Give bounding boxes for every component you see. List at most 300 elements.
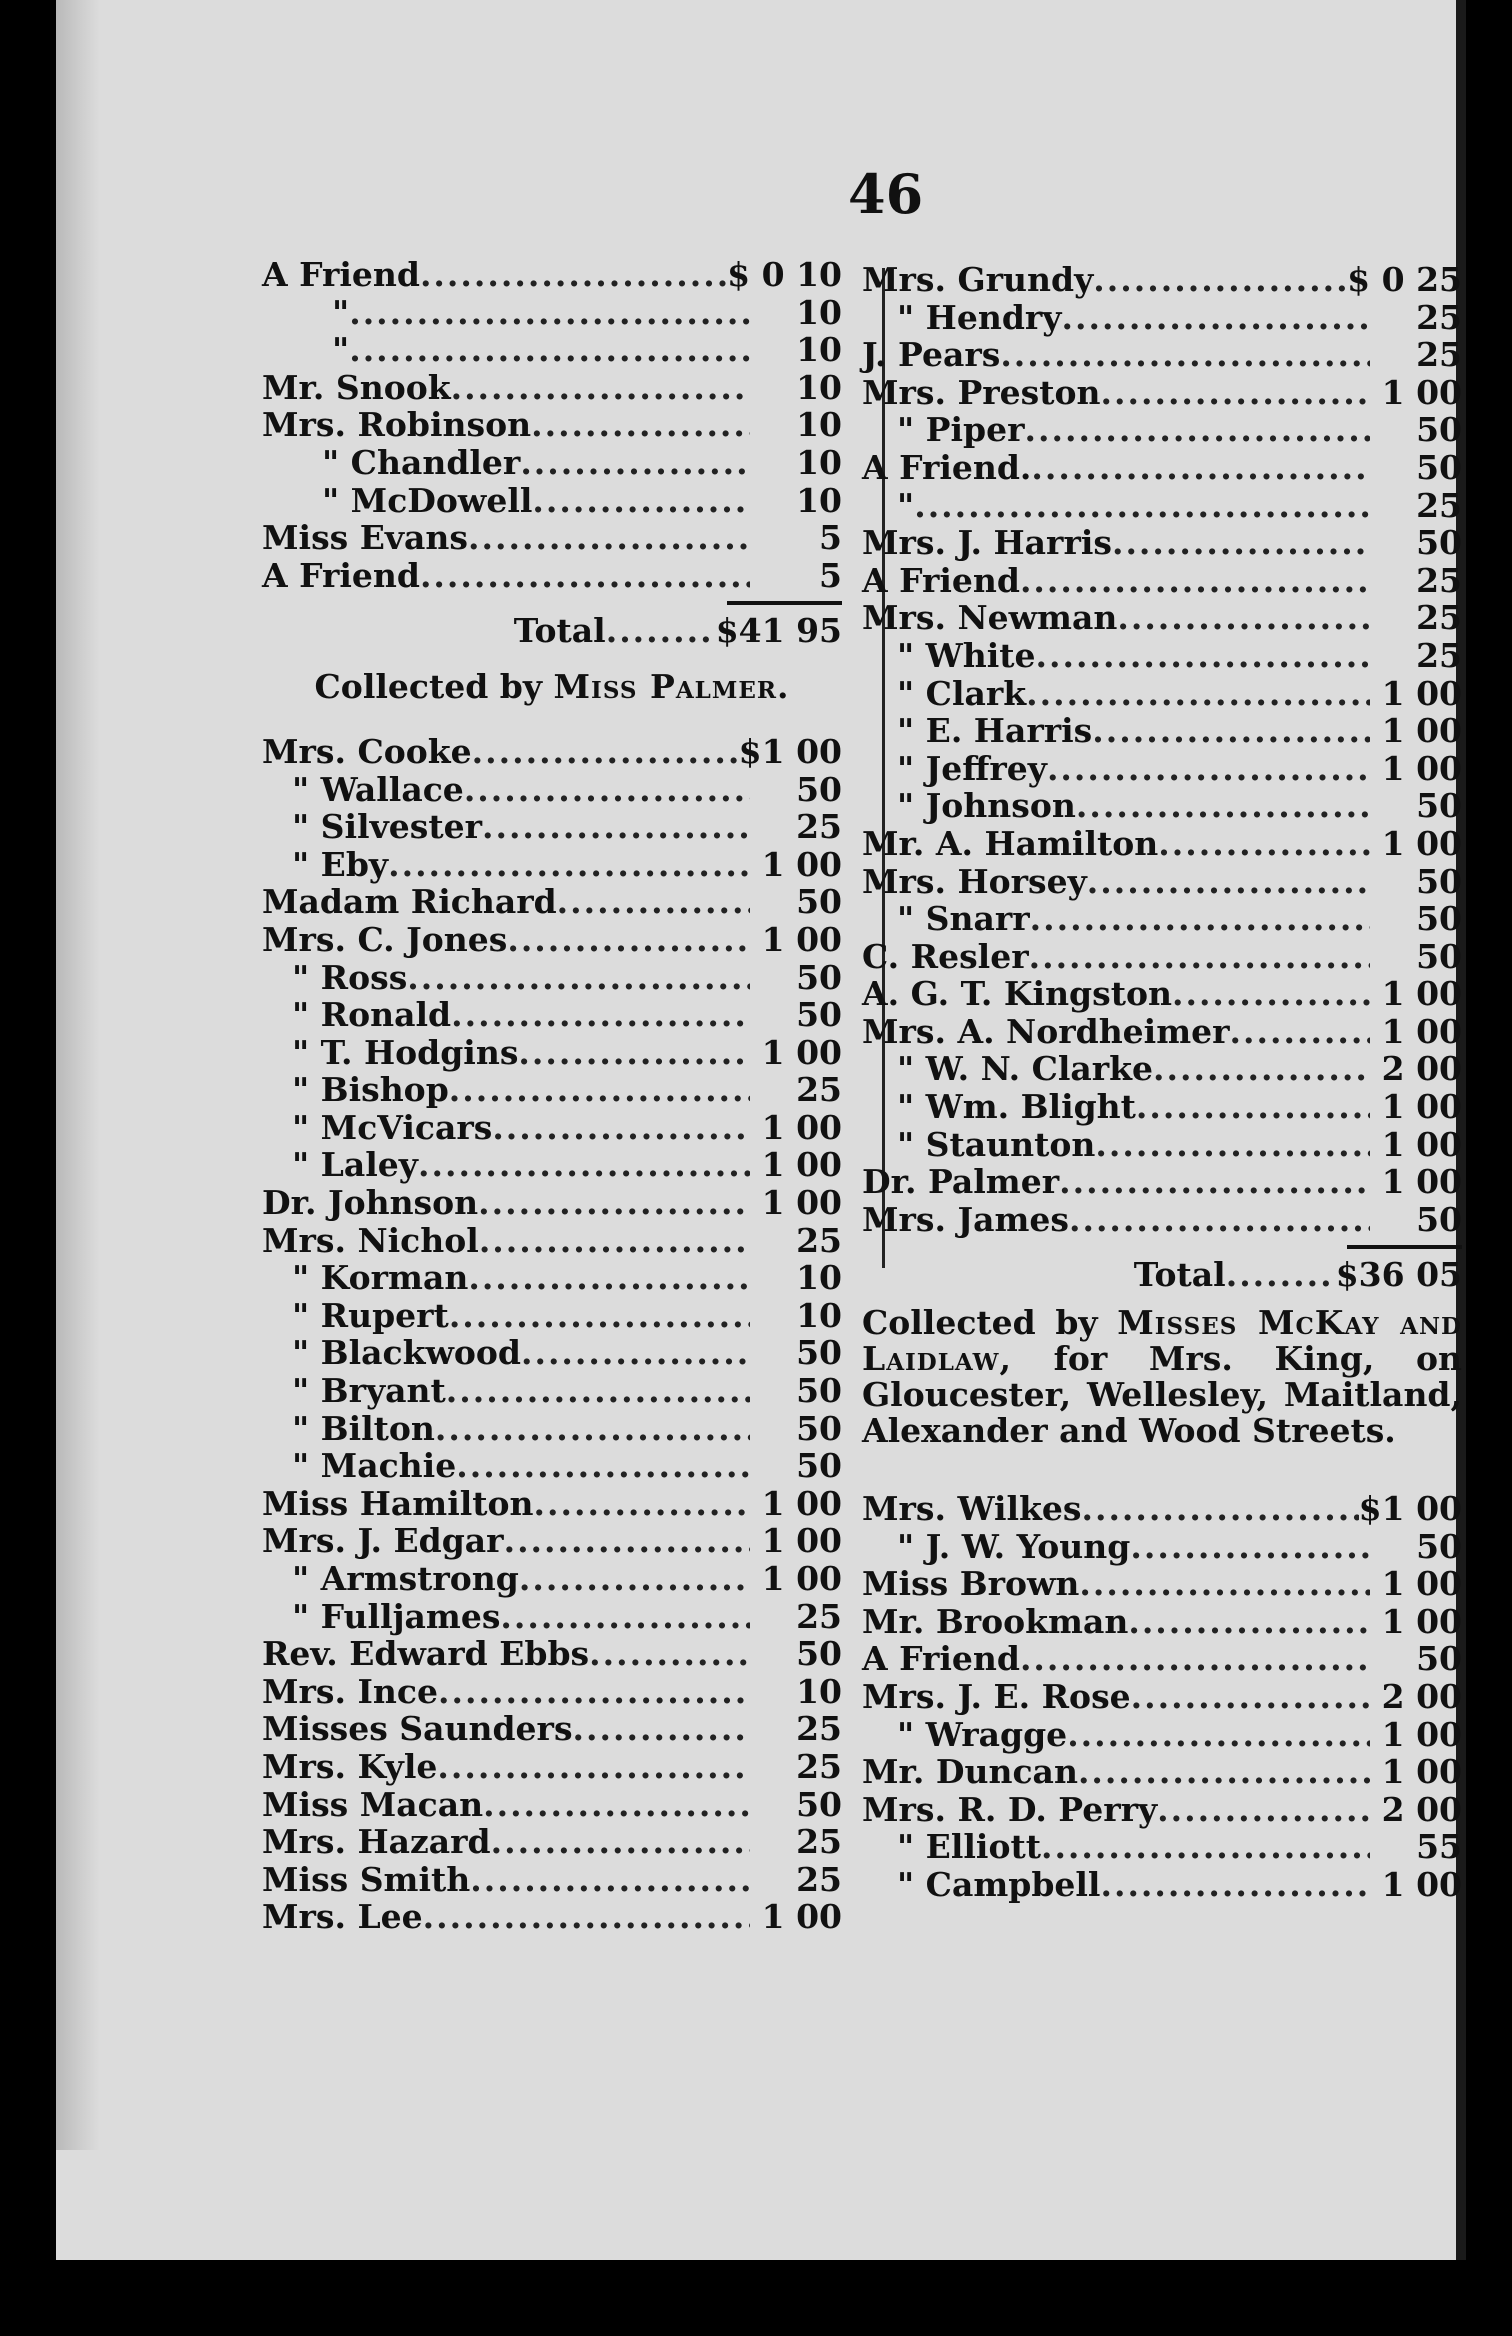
donor-name: Mrs. Wilkes (862, 1489, 1082, 1529)
donation-amount: 10 (796, 1295, 842, 1335)
donor-name: Mrs. James (862, 1199, 1069, 1239)
donation-amount: 25 (1416, 335, 1462, 375)
donation-amount: 1 00 (761, 1145, 842, 1185)
donation-amount: 50 (796, 882, 842, 922)
collector-names: Misses McKay and Laidlaw, (862, 1303, 1462, 1379)
dot-leader (531, 405, 750, 444)
donor-name: Rev. Edward Ebbs (262, 1634, 590, 1674)
donation-amount: 2 00 (1381, 1789, 1462, 1829)
donor-name: Miss Evans (262, 518, 468, 558)
dot-leader (1157, 1790, 1370, 1829)
donation-amount: 25 (1416, 560, 1462, 600)
donation-amount: 50 (1416, 1526, 1462, 1566)
total-label: Total (513, 611, 606, 651)
list-item (262, 1333, 842, 1371)
dot-leader (534, 1484, 750, 1523)
dot-leader (468, 1258, 750, 1297)
donor-name: Miss Brown (862, 1564, 1080, 1604)
list-item (862, 410, 1462, 448)
right-list-2 (862, 1489, 1462, 1903)
donor-name: " Wm. Blight (897, 1087, 1136, 1127)
list-item (862, 260, 1462, 298)
donor-name: " Staunton (897, 1124, 1096, 1164)
donor-name: Mrs. J. E. Rose (862, 1677, 1131, 1716)
list-item (262, 1484, 842, 1522)
list-item (262, 807, 842, 845)
left-list-1 (262, 255, 842, 593)
donation-amount: 10 (796, 480, 842, 520)
dot-leader (470, 1860, 750, 1899)
dot-leader (1128, 1602, 1370, 1641)
dot-leader (1041, 1827, 1370, 1866)
donation-amount: 1 00 (761, 1559, 842, 1598)
dot-leader (504, 1521, 750, 1560)
dot-leader (492, 1108, 750, 1147)
donation-amount: 50 (796, 1333, 842, 1373)
donor-name: " Bishop (292, 1070, 449, 1110)
donor-name: Mrs. Ince (262, 1671, 438, 1711)
dot-leader (491, 1822, 750, 1861)
list-item (262, 293, 842, 331)
donor-name: " Blackwood (292, 1333, 521, 1373)
list-item (262, 1860, 842, 1898)
dot-leader (437, 1747, 750, 1786)
section-paragraph: Collected by Misses McKay and Laidlaw, for Mrs. King, on Gloucester, Wellesley, Maitland, Alexander and Wood Streets. (862, 1303, 1462, 1451)
donation-amount: 25 (796, 1709, 842, 1749)
list-item (262, 255, 842, 293)
collector-name: Miss Palmer. (553, 666, 790, 706)
dot-leader (1069, 1200, 1370, 1239)
list-item (862, 674, 1462, 712)
section-heading: Collected by Miss Palmer. (314, 666, 790, 706)
donation-amount: 25 (1416, 635, 1462, 675)
dot-leader (1100, 1865, 1370, 1904)
dot-leader (482, 807, 750, 846)
donor-name: " J. W. Young (897, 1526, 1131, 1566)
dot-leader (423, 1897, 750, 1936)
dot-leader (519, 1559, 750, 1598)
list-item (862, 1639, 1462, 1677)
donation-amount: 50 (796, 1446, 842, 1486)
donation-amount: 50 (1416, 1639, 1462, 1679)
list-item (862, 1715, 1462, 1753)
dot-leader (468, 518, 750, 557)
donor-name: Mrs. Nichol (262, 1220, 479, 1260)
dot-leader (1000, 335, 1370, 374)
dot-leader (1047, 749, 1370, 788)
dot-leader (1025, 410, 1371, 449)
dot-leader (520, 443, 750, 482)
donor-name: " Hendry (897, 297, 1062, 337)
donor-name: " Laley (292, 1145, 418, 1185)
donor-name: Mrs. Horsey (862, 861, 1087, 901)
donation-amount: 1 00 (761, 1032, 842, 1072)
donor-name: " T. Hodgins (292, 1032, 519, 1072)
list-item (862, 636, 1462, 674)
list-item (262, 1822, 842, 1860)
donor-name: Miss Hamilton (262, 1483, 534, 1523)
dot-leader (1117, 598, 1370, 637)
donor-name: " Johnson (897, 786, 1076, 826)
list-item (262, 368, 842, 406)
donor-name: A Friend (262, 255, 420, 294)
list-item (262, 481, 842, 519)
list-item (862, 1087, 1462, 1125)
list-item (862, 1527, 1462, 1565)
dot-leader (1093, 260, 1347, 299)
dot-leader (1172, 974, 1370, 1013)
donation-amount: 10 (796, 405, 842, 445)
donor-name: " (332, 292, 350, 332)
list-item (862, 1564, 1462, 1602)
donation-amount: 10 (796, 442, 842, 482)
donor-name: " Campbell (897, 1864, 1101, 1904)
donor-name: Mr. Brookman (862, 1601, 1129, 1641)
donor-name: " Rupert (292, 1295, 449, 1335)
list-item (262, 1221, 842, 1259)
total-amount: $41 95 (715, 611, 842, 651)
donor-name: " Wallace (292, 769, 464, 809)
donor-name: Mrs. Lee (262, 1897, 423, 1937)
left-list-2 (262, 732, 842, 1935)
donor-name: " Ross (292, 957, 408, 997)
list-item (262, 1559, 842, 1597)
donor-name: " (332, 330, 350, 370)
donation-amount: 25 (1416, 598, 1462, 638)
donation-amount: 1 00 (1381, 1564, 1462, 1604)
donor-name: " Machie (292, 1446, 457, 1486)
donor-name: Mrs. R. D. Perry (862, 1789, 1158, 1829)
dot-leader (1131, 1677, 1370, 1716)
donor-name: " Jeffrey (897, 748, 1047, 788)
donation-amount: 50 (1416, 447, 1462, 487)
list-item (862, 486, 1462, 524)
donor-name: Madam Richard (262, 882, 557, 922)
dot-leader (451, 368, 750, 407)
list-item (262, 1446, 842, 1484)
list-item (862, 937, 1462, 975)
list-item (262, 1672, 842, 1710)
donor-name: " Wragge (897, 1714, 1068, 1754)
donor-name: Miss Macan (262, 1784, 484, 1824)
dot-leader (1095, 1125, 1370, 1164)
donor-name: " Eby (292, 844, 389, 884)
donation-amount: 10 (796, 292, 842, 332)
donor-name: Mr. Snook (262, 367, 451, 407)
donation-amount: 50 (1416, 936, 1462, 976)
list-item (862, 335, 1462, 373)
donation-amount: $ 0 10 (727, 255, 842, 294)
donor-name: " Bryant (292, 1371, 446, 1411)
donor-name: Dr. Johnson (262, 1183, 479, 1223)
dot-leader (446, 1371, 750, 1410)
dot-leader (1020, 561, 1370, 600)
donor-name: " McVicars (292, 1107, 493, 1147)
donation-amount: 1 00 (1381, 1124, 1462, 1164)
dot-leader (479, 1221, 750, 1260)
donation-amount: 55 (1416, 1827, 1462, 1867)
list-item (262, 443, 842, 481)
dot-leader (500, 1597, 750, 1636)
list-item (262, 1747, 842, 1785)
donor-name: Mrs. Preston (862, 372, 1101, 412)
list-item (862, 1200, 1462, 1238)
list-item (862, 598, 1462, 636)
list-item (862, 523, 1462, 561)
donor-name: " Elliott (897, 1827, 1041, 1867)
donor-name: " W. N. Clarke (897, 1049, 1154, 1089)
donor-name: Mr. A. Hamilton (862, 823, 1159, 863)
donation-amount: 1 00 (761, 844, 842, 884)
donation-amount: 5 (819, 518, 842, 558)
donor-name: " Piper (897, 410, 1025, 450)
donation-amount: 1 00 (761, 1897, 842, 1937)
donor-name: Miss Smith (262, 1859, 471, 1899)
donation-amount: $ 0 25 (1347, 260, 1462, 299)
donation-amount: 25 (796, 1070, 842, 1110)
donor-name: " Fulljames (292, 1596, 501, 1636)
donation-amount: 50 (1416, 1199, 1462, 1239)
donor-name: " Armstrong (292, 1559, 519, 1598)
dot-leader (420, 556, 750, 595)
list-item (262, 1634, 842, 1672)
donation-amount: 25 (1416, 485, 1462, 525)
list-item (262, 958, 842, 996)
dot-leader (449, 1296, 750, 1335)
donor-name: Misses Saunders (262, 1709, 573, 1749)
list-item (862, 862, 1462, 900)
donor-name: J. Pears (862, 335, 1001, 375)
dot-leader (420, 255, 727, 294)
list-item (862, 1827, 1462, 1865)
donor-name: " Clark (897, 673, 1027, 713)
donation-amount: 1 00 (1381, 748, 1462, 788)
donation-amount: 1 00 (1381, 1601, 1462, 1641)
donation-amount: 50 (796, 769, 842, 809)
list-item (262, 1597, 842, 1635)
donation-amount: 50 (1416, 523, 1462, 563)
donor-name: " Korman (292, 1258, 469, 1298)
list-item (262, 1258, 842, 1296)
donation-amount: 1 00 (1381, 711, 1462, 751)
list-item (862, 373, 1462, 411)
dot-leader (407, 958, 750, 997)
list-item (862, 1677, 1462, 1715)
list-item (862, 974, 1462, 1012)
list-item (262, 1033, 842, 1071)
list-item (262, 1070, 842, 1108)
donation-amount: 50 (796, 1634, 842, 1674)
donation-amount: $1 00 (1358, 1489, 1462, 1529)
dot-leader (1158, 824, 1370, 863)
dot-leader (456, 1446, 750, 1485)
list-item (262, 518, 842, 556)
dot-leader (1029, 937, 1370, 976)
donor-name: " White (897, 635, 1036, 675)
dot-leader (478, 1183, 750, 1222)
dot-leader (1076, 786, 1370, 825)
donation-amount: 25 (796, 1859, 842, 1899)
dot-leader (521, 1333, 750, 1372)
donation-amount: 50 (796, 957, 842, 997)
donation-amount: 25 (796, 807, 842, 847)
donor-name: Mrs. Robinson (262, 405, 532, 445)
donation-amount: 50 (1416, 861, 1462, 901)
dot-leader (914, 486, 1370, 525)
dot-leader (483, 1785, 750, 1824)
list-item (862, 1162, 1462, 1200)
dot-leader (1030, 899, 1370, 938)
list-item (262, 1521, 842, 1559)
donation-amount: 1 00 (1381, 823, 1462, 863)
page-edge (56, 0, 100, 2150)
donor-name: Mrs. Cooke (262, 731, 472, 771)
donation-amount: 1 00 (1381, 673, 1462, 713)
dot-leader (435, 1409, 750, 1448)
list-item (262, 330, 842, 368)
donor-name: Mr. Duncan (862, 1752, 1078, 1792)
donation-amount: 25 (796, 1220, 842, 1260)
donation-amount: 50 (1416, 899, 1462, 939)
dot-leader (449, 1070, 750, 1109)
dot-leader (518, 1033, 750, 1072)
list-item (862, 1489, 1462, 1527)
dot-leader (464, 770, 750, 809)
dot-leader (1078, 1752, 1370, 1791)
donation-amount: 1 00 (1381, 1864, 1462, 1904)
donation-amount: 25 (796, 1596, 842, 1636)
list-item (262, 1785, 842, 1823)
donation-amount: 50 (796, 1371, 842, 1411)
dot-leader (349, 330, 750, 369)
list-item (862, 824, 1462, 862)
right-total-row (862, 1255, 1462, 1293)
dot-leader (1130, 1527, 1370, 1566)
donor-name: Mrs. Newman (862, 598, 1118, 638)
donation-amount: 1 00 (761, 919, 842, 959)
dot-leader (1101, 373, 1371, 412)
list-item (862, 1790, 1462, 1828)
donor-name: " Silvester (292, 807, 482, 847)
dot-leader (1153, 1049, 1370, 1088)
donation-amount: $1 00 (738, 731, 842, 771)
total-label: Total (1133, 1255, 1226, 1295)
donation-amount: 25 (1416, 297, 1462, 337)
donor-name: " McDowell (322, 480, 533, 520)
list-item (262, 1183, 842, 1221)
dot-leader (1026, 674, 1370, 713)
list-item (862, 1012, 1462, 1050)
right-list-1 (862, 260, 1462, 1237)
list-item (862, 561, 1462, 599)
list-item (862, 448, 1462, 486)
list-item (862, 711, 1462, 749)
donor-name: " Chandler (322, 442, 521, 482)
list-item (262, 1371, 842, 1409)
list-item (262, 1145, 842, 1183)
donation-amount: 1 00 (761, 1107, 842, 1147)
donor-name: " Ronald (292, 995, 452, 1035)
donor-name: Dr. Palmer (862, 1162, 1060, 1202)
left-total-row (262, 611, 842, 649)
left-column (262, 255, 842, 1935)
donor-name: " E. Harris (897, 711, 1093, 751)
donor-name: A Friend. (862, 447, 1032, 487)
list-item (262, 1108, 842, 1146)
dot-leader (1031, 448, 1370, 487)
dot-leader (557, 882, 750, 921)
dot-leader (472, 732, 739, 771)
dot-leader (1230, 1012, 1370, 1051)
dot-leader (1112, 523, 1370, 562)
list-item (862, 899, 1462, 937)
donation-amount: 1 00 (1381, 1752, 1462, 1792)
dot-leader (451, 995, 750, 1034)
donation-amount: 50 (796, 1784, 842, 1824)
dot-leader (1136, 1087, 1370, 1126)
list-item (262, 920, 842, 958)
donation-amount: 50 (1416, 786, 1462, 826)
donor-name: Mrs. Kyle (262, 1746, 438, 1786)
dot-leader (1067, 1715, 1370, 1754)
donation-amount: 50 (796, 995, 842, 1035)
list-item (862, 1865, 1462, 1903)
donation-amount: 25 (796, 1746, 842, 1786)
donation-amount: 10 (796, 367, 842, 407)
donor-name: A Friend (262, 555, 420, 595)
list-item (262, 770, 842, 808)
total-rule (727, 601, 842, 605)
dot-leader (532, 481, 750, 520)
donor-name: A Friend (862, 1639, 1020, 1679)
donor-name: A Friend (862, 560, 1020, 600)
donor-name: A. G. T. Kingston (862, 974, 1172, 1014)
right-column (862, 260, 1462, 1903)
donation-amount: 2 00 (1381, 1677, 1462, 1716)
donation-amount: 5 (819, 555, 842, 595)
donor-name: Mrs. J. Edgar (262, 1521, 504, 1561)
dot-leader (438, 1672, 750, 1711)
donor-name: " Bilton (292, 1408, 435, 1448)
donation-amount: 1 00 (1381, 372, 1462, 412)
donor-name: C. Resler (862, 936, 1029, 976)
list-item (862, 298, 1462, 336)
dot-leader (1061, 298, 1370, 337)
dot-leader (507, 920, 750, 959)
donation-amount: 25 (796, 1822, 842, 1862)
list-item (262, 1709, 842, 1747)
donation-amount: 50 (1416, 410, 1462, 450)
donation-amount: 1 00 (1381, 1087, 1462, 1127)
dot-leader (1059, 1162, 1370, 1201)
dot-leader (1092, 711, 1370, 750)
list-item (262, 405, 842, 443)
donation-amount: 2 00 (1381, 1049, 1462, 1089)
list-item (862, 1125, 1462, 1163)
donation-amount: 1 00 (1381, 1162, 1462, 1202)
total-rule (1347, 1245, 1462, 1249)
donation-amount: 1 00 (761, 1183, 842, 1223)
dot-leader (349, 293, 750, 332)
dot-leader (418, 1145, 750, 1184)
dot-leader (1081, 1489, 1358, 1528)
list-item (862, 749, 1462, 787)
list-item (262, 882, 842, 920)
page-number: 46 (848, 162, 924, 226)
dot-leader (1020, 1639, 1370, 1678)
dot-leader (388, 845, 750, 884)
donation-amount: 1 00 (761, 1521, 842, 1561)
